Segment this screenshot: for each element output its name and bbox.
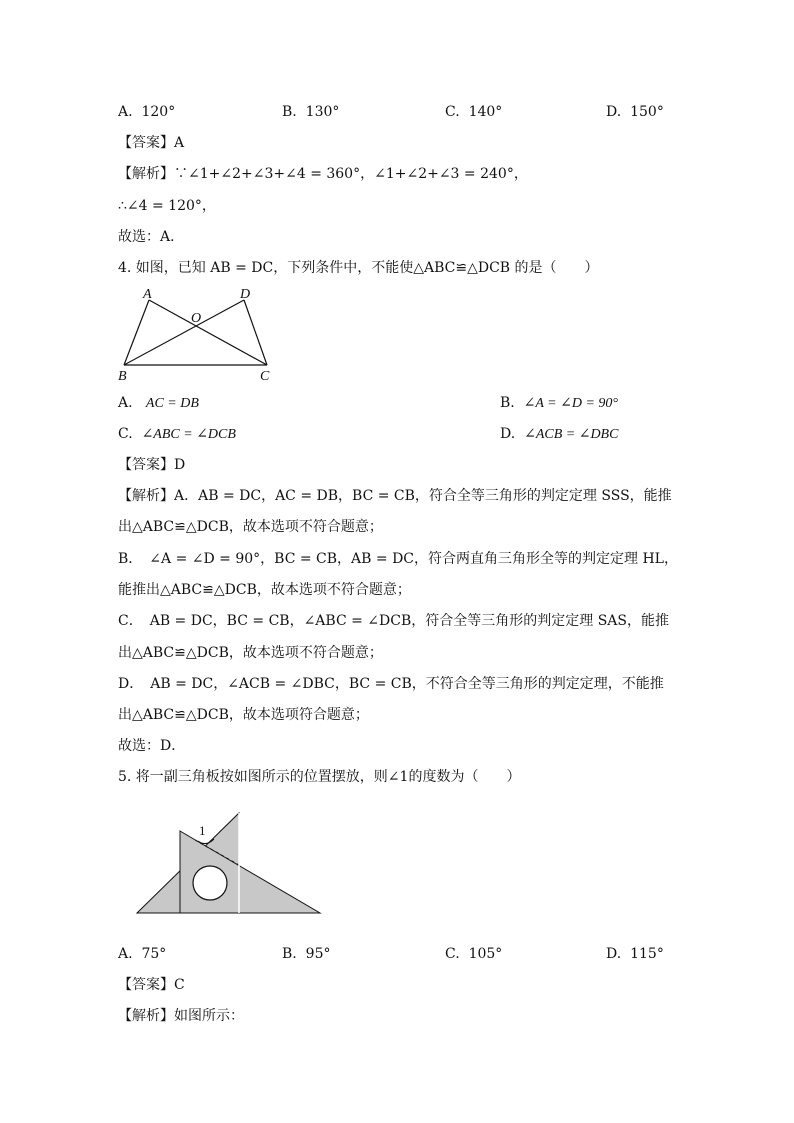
angle-1-label: 1 [199,823,206,838]
q4-analysis-line-7: D． AB = DC，∠ACB = ∠DBC，BC = CB，不符合全等三角形的判定定理，不能推 [118,676,664,692]
q3-option-c: C. 140° [445,104,503,120]
label-o: O [191,311,202,326]
q3-analysis-line-1: 【解析】∵∠1+∠2+∠3+∠4 = 360°，∠1+∠2+∠3 = 240°， [118,166,528,182]
segment-bd [124,300,244,365]
circle-hole [193,866,227,900]
q4-analysis-line-4: 能推出△ABC≌△DCB，故本选项不符合题意； [118,582,411,598]
q4-answer: 【答案】D [118,457,186,473]
q5-option-d: D. 115° [606,946,664,962]
label-d: D [240,287,251,302]
q4-analysis-line-8: 出△ABC≌△DCB，故本选项符合题意； [118,707,369,723]
segment-cd [244,300,267,365]
q4-option-a: A. AC = DB [118,395,199,411]
q4-analysis-line-2: 出△ABC≌△DCB，故本选项不符合题意； [118,519,383,535]
label-a: A [143,287,152,302]
label-c: C [260,369,270,384]
q4-analysis-line-5: C． AB = DC，BC = CB，∠ABC = ∠DCB，符合全等三角形的判定定理 SAS，能推 [118,613,669,629]
q3-option-d: D. 150° [606,104,664,120]
q5-answer: 【答案】C [118,977,185,993]
q5-figure [130,805,330,920]
q4-question: 4. 如图，已知 AB = DC，下列条件中，不能使△ABC≌△DCB 的是（ ） [118,260,599,276]
segment-ac [149,300,267,365]
q5-option-c: C. 105° [445,946,503,962]
q3-option-b: B. 130° [282,104,340,120]
q3-analysis-line-2: ∴∠4 = 120°， [118,198,216,214]
q3-conclusion: 故选：A． [118,229,185,245]
q4-analysis-line-3: B． ∠A = ∠D = 90°，BC = CB，AB = DC，符合两直角三角形全等的判定定理 HL， [118,551,678,567]
q4-option-d: D. ∠ACB = ∠DBC [500,426,619,442]
q3-option-a: A. 120° [118,104,176,120]
q5-analysis-start: 【解析】如图所示： [118,1008,244,1024]
q4-analysis-line-1: 【解析】A．AB = DC，AC = DB，BC = CB，符合全等三角形的判定定理 SSS，能推 [118,488,672,504]
q4-conclusion: 故选：D． [118,738,186,754]
q5-option-a: A. 75° [118,946,167,962]
q4-option-b: B. ∠A = ∠D = 90° [500,395,619,411]
q5-option-b: B. 95° [282,946,331,962]
q4-option-c: C. ∠ABC = ∠DCB [118,426,236,442]
q4-analysis-line-6: 出△ABC≌△DCB，故本选项不符合题意； [118,645,383,661]
segment-ab [124,300,149,365]
q3-answer: 【答案】A [118,135,185,151]
q4-figure [112,284,282,384]
label-b: B [118,369,127,384]
q5-question: 5. 将一副三角板按如图所示的位置摆放，则∠1的度数为（ ） [118,769,521,785]
